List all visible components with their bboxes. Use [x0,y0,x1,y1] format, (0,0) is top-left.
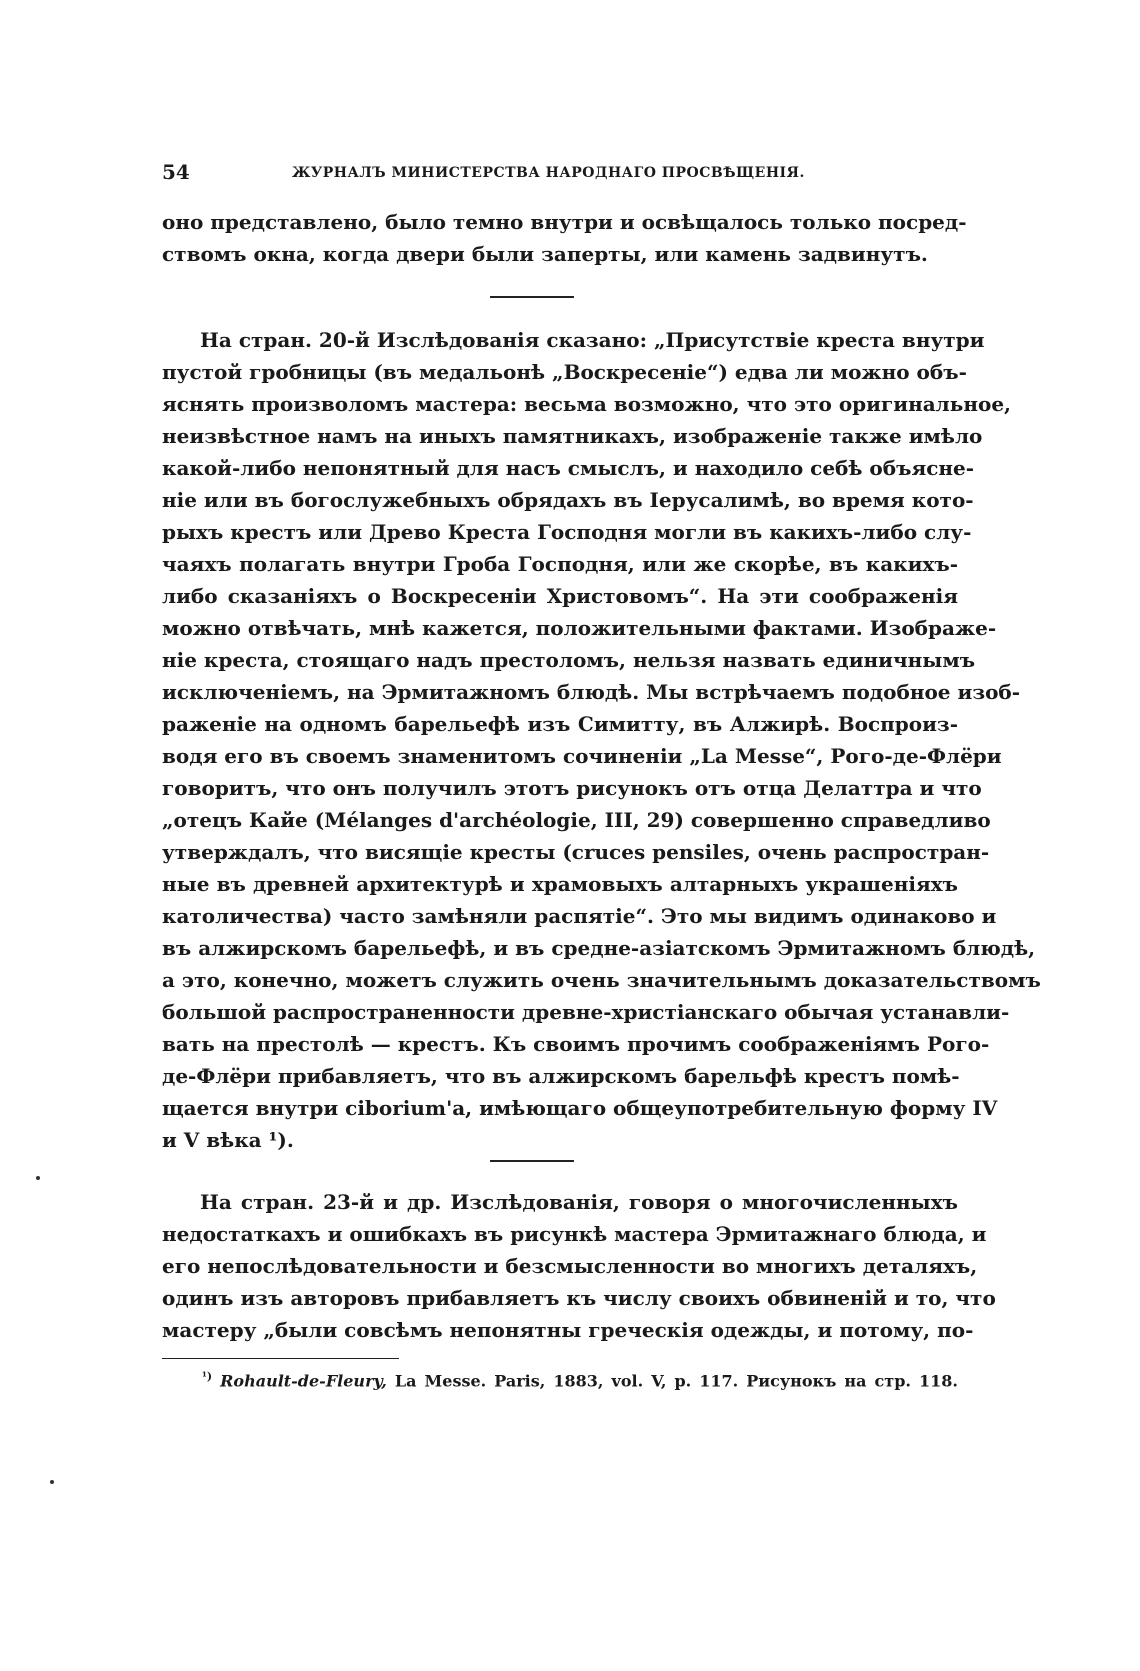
paragraph-2-line: пустой гробницы (въ медальонѣ „Воскресеніе“) едва ли можно объ- [162,360,967,384]
paragraph-2-line: щается внутри ciborium'a, имѣющаго общеупотребительную форму IV [162,1096,998,1120]
footnote-rule [162,1358,399,1359]
paragraph-3-line: недостаткахъ и ошибкахъ въ рисункѣ мастера Эрмитажнаго блюда, и [162,1222,987,1246]
running-title: ЖУРНАЛЪ МИНИСТЕРСТВА НАРОДНАГО ПРОСВѢЩЕНІЯ. [292,165,805,181]
footnote-text: La Messe. Paris, 1883, vol. V, p. 117. Рисунокъ на стр. 118. [394,1371,958,1391]
scan-speck [36,1176,40,1180]
paragraph-3-line: На стран. 23-й и др. Изслѣдованія, говоря о многочисленныхъ [200,1190,958,1214]
paragraph-2-line: „отецъ Кайе (Mélanges d'archéologie, III, 29) совершенно справедливо [162,808,991,832]
paragraph-2-line: утверждалъ, что висящіе кресты (cruces pensiles, очень распростран- [162,840,990,864]
paragraph-2-line: можно отвѣчать, мнѣ кажется, положительными фактами. Изображе- [162,616,997,640]
paragraph-2-line: рыхъ крестъ или Древо Креста Господня могли въ какихъ-либо слу- [162,520,972,544]
section-divider [490,1160,574,1162]
paragraph-2-line: большой распространенности древне-христіанскаго обычая устанавли- [162,1000,1010,1024]
paragraph-2-line: неизвѣстное намъ на иныхъ памятникахъ, изображеніе также имѣло [162,424,983,448]
footnote [202,1370,958,1390]
paragraph-2-line: говоритъ, что онъ получилъ этотъ рисунокъ отъ отца Делаттра и что [162,776,982,800]
paragraph-2-line: ные въ древней архитектурѣ и храмовыхъ алтарныхъ украшеніяхъ [162,872,958,896]
paragraph-3-line: мастеру „были совсѣмъ непонятны греческія одежды, и потому, по- [162,1318,974,1342]
page-header [162,160,962,190]
paragraph-2-line: водя его въ своемъ знаменитомъ сочиненіи „La Messe“, Рого-де-Флёри [162,744,1002,768]
paragraph-2-line: какой-либо непонятный для насъ смыслъ, и находило себѣ объясне- [162,456,975,480]
paragraph-2-line: ніе креста, стоящаго надъ престоломъ, нельзя назвать единичнымъ [162,648,976,672]
paragraph-2-line: а это, конечно, можетъ служить очень значительнымъ доказательствомъ [162,968,1041,992]
page-number: 54 [162,160,190,184]
paragraph-2-line: вать на престолѣ — крестъ. Къ своимъ прочимъ соображеніямъ Рого- [162,1032,990,1056]
paragraph-2-line: въ алжирскомъ барельефѣ, и въ средне-азіатскомъ Эрмитажномъ блюдѣ, [162,936,1036,960]
footnote-author: Rohault-de-Fleury, [220,1371,387,1391]
paragraph-2-line: и V вѣка ¹). [162,1128,294,1152]
section-divider [490,296,574,298]
paragraph-2-line: де-Флёри прибавляетъ, что въ алжирскомъ барельфѣ крестъ помѣ- [162,1064,960,1088]
paragraph-2-line: исключеніемъ, на Эрмитажномъ блюдѣ. Мы встрѣчаемъ подобное изоб- [162,680,1021,704]
paragraph-2-line: чаяхъ полагать внутри Гроба Господня, или же скорѣе, въ какихъ- [162,552,958,576]
paragraph-2-line: На стран. 20-й Изслѣдованія сказано: „Присутствіе креста внутри [200,328,985,352]
paragraph-2-line: католичества) часто замѣняли распятіе“. Это мы видимъ одинаково и [162,904,997,928]
paragraph-2-line: либо сказаніяхъ о Воскресеніи Христовомъ“. На эти соображенія [162,584,958,608]
paragraph-3-line: одинъ изъ авторовъ прибавляетъ къ числу своихъ обвиненій и то, что [162,1286,996,1310]
paragraph-2-line: раженіе на одномъ барельефѣ изъ Симитту, въ Алжирѣ. Воспроиз- [162,712,958,736]
paragraph-1-line: оно представлено, было темно внутри и освѣщалось только посред- [162,210,967,234]
footnote-marker: ¹) [202,1370,213,1383]
paragraph-2-line: ніе или въ богослужебныхъ обрядахъ въ Іерусалимѣ, во время кото- [162,488,974,512]
paragraph-1-line: ствомъ окна, когда двери были заперты, или камень задвинутъ. [162,242,928,266]
paragraph-3-line: его непослѣдовательности и безсмысленности во многихъ деталяхъ, [162,1254,978,1278]
paragraph-2-line: яснять произволомъ мастера: весьма возможно, что это оригинальное, [162,392,1012,416]
scan-speck [50,1480,54,1484]
